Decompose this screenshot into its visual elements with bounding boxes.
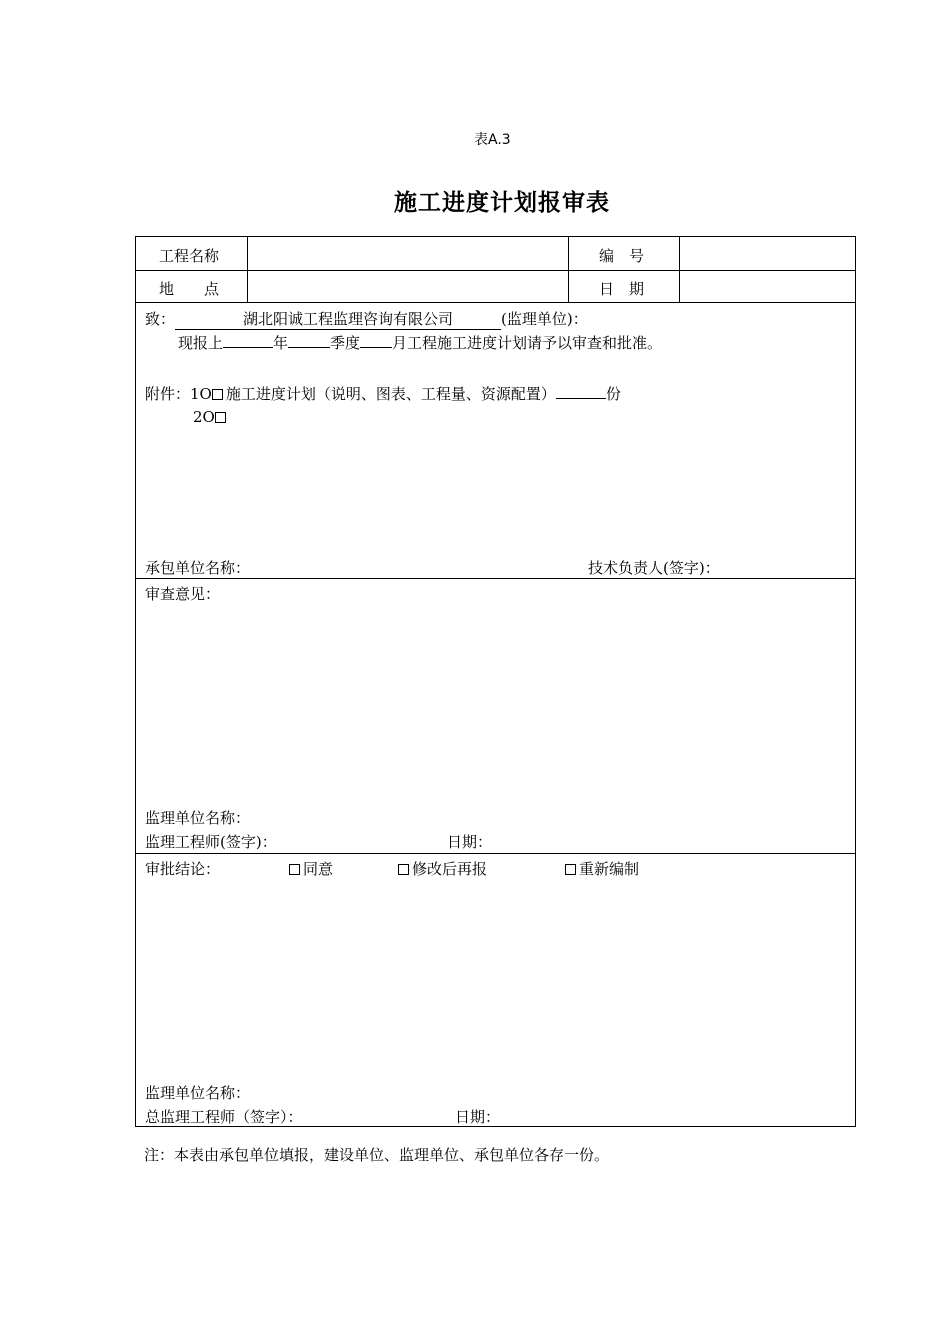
attachment-line-1 [145, 383, 621, 404]
attachment-label: 附件：1O [145, 385, 212, 403]
report-prefix: 现报上 [178, 334, 224, 352]
chief-engineer-sign-label: 总监理工程师（签字）： [145, 1108, 303, 1126]
footer-note: 注：本表由承包单位填报，建设单位、监理单位、承包单位各存一份。 [144, 1146, 610, 1164]
approval-date-label: 日期： [455, 1108, 501, 1126]
checkbox-icon[interactable] [289, 864, 300, 875]
supervisor-company[interactable]: 湖北阳诚工程监理咨询有限公司 [175, 308, 501, 330]
report-suffix: 月工程施工进度计划请予以审查和批准。 [392, 334, 663, 352]
column-divider [247, 237, 248, 302]
copies-blank[interactable] [556, 384, 606, 399]
month-blank[interactable] [360, 333, 392, 348]
to-prefix: 致： [145, 310, 176, 328]
table-number: 表A.3 [474, 132, 511, 148]
attachment-2: 2O [193, 408, 215, 426]
section-divider [136, 853, 855, 854]
review-form-table [135, 236, 856, 1127]
column-divider [568, 237, 569, 302]
project-name-label: 工程名称 [159, 247, 220, 265]
tech-lead-sign-label: 技术负责人(签字)： [588, 559, 720, 577]
attachment-1: 施工进度计划（说明、图表、工程量、资源配置） [225, 385, 556, 403]
year-blank[interactable] [223, 333, 273, 348]
year-label: 年 [273, 334, 289, 352]
engineer-sign-label: 监理工程师(签字)： [145, 833, 277, 851]
option-agree[interactable]: 同意 [289, 858, 333, 879]
column-divider [679, 237, 680, 302]
section-divider [136, 578, 855, 579]
approval-conclusion-label: 审批结论： [145, 860, 221, 878]
number-field[interactable] [681, 238, 855, 269]
approval-supervisor-name-label: 监理单位名称： [145, 1084, 251, 1102]
checkbox-icon[interactable] [398, 864, 409, 875]
attachment-line-2 [193, 408, 229, 426]
date-label: 日 期 [599, 280, 645, 298]
option-revise[interactable]: 修改后再报 [398, 858, 487, 879]
to-suffix: (监理单位)： [501, 310, 588, 328]
checkbox-icon[interactable] [215, 412, 226, 423]
review-date-label: 日期： [447, 833, 493, 851]
addressee-line [145, 308, 588, 330]
copies-unit: 份 [605, 385, 621, 403]
number-label: 编 号 [599, 247, 645, 265]
option-redo[interactable]: 重新编制 [565, 858, 639, 879]
row-divider [136, 302, 855, 303]
date-field[interactable] [681, 271, 855, 301]
project-name-field[interactable] [249, 238, 567, 269]
approval-opinion-area[interactable] [145, 883, 845, 1073]
location-label: 地 点 [159, 280, 220, 298]
contractor-name-label: 承包单位名称： [145, 559, 251, 577]
checkbox-icon[interactable] [212, 389, 223, 400]
review-opinion-area[interactable] [145, 607, 845, 797]
review-supervisor-name-label: 监理单位名称： [145, 809, 251, 827]
report-line [178, 332, 662, 353]
checkbox-icon[interactable] [565, 864, 576, 875]
quarter-blank[interactable] [288, 333, 330, 348]
quarter-label: 季度 [330, 334, 361, 352]
review-opinion-label: 审查意见： [145, 585, 221, 603]
location-field[interactable] [249, 271, 567, 301]
page-title: 施工进度计划报审表 [394, 190, 610, 216]
